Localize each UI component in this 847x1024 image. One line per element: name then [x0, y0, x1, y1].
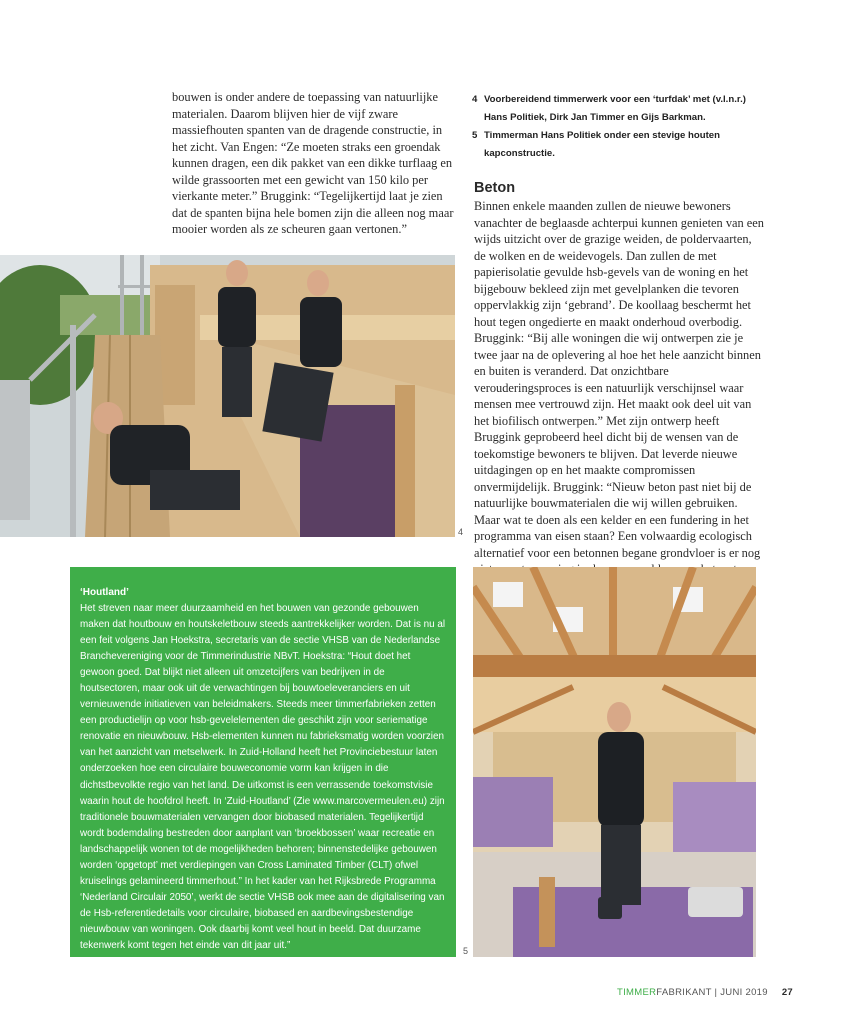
intro-paragraph: bouwen is onder andere de toepassing van natuurlijke materialen. Daarom blijven hier de vijf zware massiefhouten spanten van de dragende constructie, in het zicht. Van Engen: “Ze moeten straks een groendak kunnen dragen, een dik pakket van een dikke turflaag en wilde grassoorten met een gewicht van 150 kilo per vierkante meter.” Bruggink: “Tegelijkertijd laat je zien dat de spanten bijna hele bomen zijn die alleen nog maar mooier worden als ze scheuren gaan vertonen.”: [172, 90, 454, 236]
photo-carpenters-roof: [0, 255, 455, 537]
caption-4: [472, 91, 772, 127]
beton-text-column: [474, 198, 764, 594]
page-number: 27: [781, 987, 793, 998]
section-heading-beton: Beton: [474, 180, 516, 196]
sidebar-houtland: [70, 567, 456, 957]
photo-carpenter-roof-structure: [473, 567, 756, 957]
magazine-brand-part2: FABRIKANT | JUNI 2019: [656, 987, 768, 998]
beton-paragraph: Binnen enkele maanden zullen de nieuwe bewoners vanachter de beglaasde achterpui kunnen genieten van een wijds uitzicht over de grazige weiden, de poldervaarten, de wolken en de weidevogels. Dan zullen de met papierisolatie gevulde hsb-gevels van de woning en het bijgebouw bekleed zijn met gevelplanken die tevoren oppervlakkig zijn ‘gebrand’. De koollaag beschermt het hout tegen ongedierte en maakt onderhoud overbodig. Bruggink: “Bij alle woningen die wij ontwerpen zie je twee jaar na de oplevering al hoe het hele aanzicht binnen en buiten is veranderd. Dat onzichtbare verouderingsproces is een natuurlijk verschijnsel waar mensen mee vertrouwd zijn. Het maakt ook deel uit van het biofilisch ontwerpen.” Met zijn ontwerp heeft Bruggink geprobeerd heel dicht bij de wensen van de toekomstige bewoners te blijven. Dat leverde nieuwe uitdagingen op en het maakte compromissen onvermijdelijk. Bruggink: “Nieuw beton past niet bij de natuurlijke bouwmaterialen die wij willen gebruiken. Maar wat te doen als een kelder en een fundering in het programma van eisen staan? Een volwaardig ecologisch alternatief voor een betonnen begane grondvloer is er nog: [474, 199, 765, 560]
caption-text: Voorbereidend timmerwerk voor een ‘turfdak’ met (v.l.n.r.) Hans Politiek, Dirk Jan Timmer en Gijs Barkman.: [484, 94, 746, 123]
caption-number: 4: [472, 94, 478, 105]
intro-text-column: [172, 89, 454, 238]
sidebar-heading: ‘Houtland’: [80, 587, 129, 598]
sidebar-body: Het streven naar meer duurzaamheid en het bouwen van gezonde gebouwen maken dat houtbouw en houtskeletbouw steeds aantrekkelijker worden. Dat is nu al een feit volgens Jan Hoekstra, secretaris van de sectie VHSB van de Nederlandse Branchevereniging voor de Timmerindustrie NBvT. Hoekstra: “Hout doet het gewoon goed. Dat blijkt niet alleen uit omzetcijfers van bedrijven in de houtsectoren, maar ook uit de verwachtingen bij bouwtoeleveranciers en uit vernieuwende initiatieven van beleidmakers. Steeds meer timmerfabrieken zetten een productielijn op voor hsb-gevelelementen die geschikt zijn voor seriematige renovatie en nieuwbouw. Hsb-elementen kunnen nu fabrieksmatig worden voorzien van het aanzicht van metselwerk. In Zuid-Holland heeft het Provinciebestuur laten onderzoeken hoe een circulaire bouweconomie vorm kan krijgen in die dichtstbevolkte regio van het land. De uitkomst is een verrassende toekomstvisie waarin hout de hoofdrol heeft. In ‘Zuid-Houtland’ (Zie www.marcovermeulen.eu) zijn traditionele bouwmaterialen vervangen door biobased materialen. Tegelijkertijd wordt bodemdaling bestreden door aanplant van ‘broekbossen’ waar recreatie en landschappelijk wonen tot de mogelijkheden behoren; binnenstedelijke gebouwen worden ‘opgetopt’ met verdiepingen van Cross Laminated Timber (CLT) ofwel kruiselings gelamineerd timmerhout.” In het kader van het Rijksbrede Programma ‘Nederland Circulair 2050’, werkt de sectie VHSB ook mee aan de digitalisering van de Hsb-referentiedetails voor circulaire, biobased en aardbevingsbestendige nieuwbouw van woningen. Ook daarbij komt veel hout in beeld. Dat duurzame tekenwerk komt tegen het einde van dit jaar uit.”: [80, 603, 446, 951]
caption-number: 5: [472, 130, 478, 141]
page-footer: [617, 987, 793, 998]
magazine-brand-part1: TIMMER: [617, 987, 657, 998]
caption-text: Timmerman Hans Politiek onder een stevige houten kapconstructie.: [484, 130, 720, 159]
caption-5: [472, 127, 772, 163]
photo-number: 4: [458, 527, 464, 537]
photo-captions: [472, 91, 772, 163]
photo-number: 5: [463, 946, 469, 956]
